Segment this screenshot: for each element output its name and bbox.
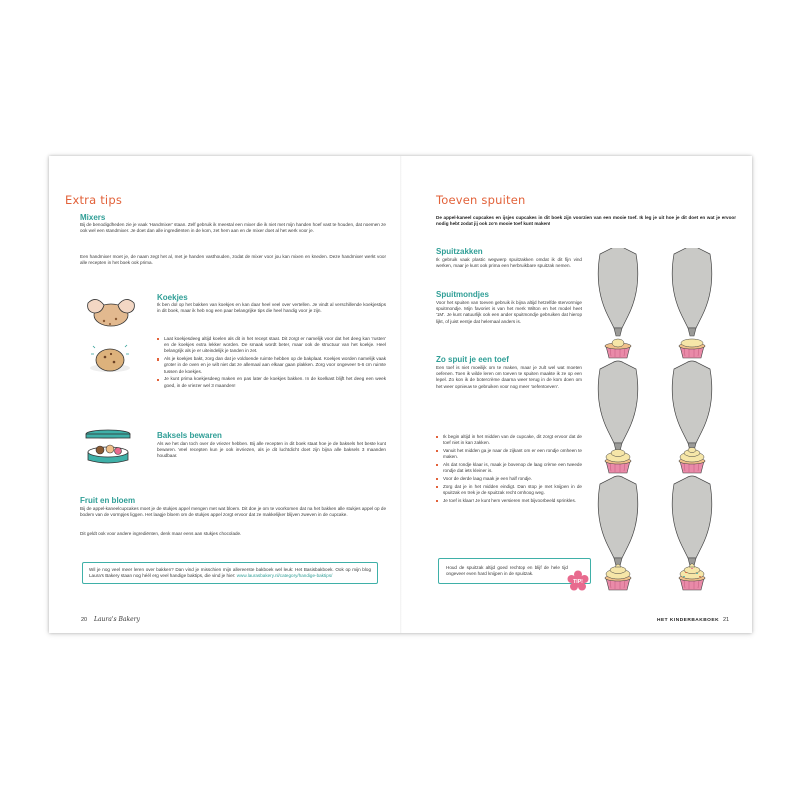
storage-tin-illustration (82, 428, 140, 468)
piping-bag-icon (598, 248, 638, 336)
mixers-paragraph-2: Een handmixer moet je, de naam zegt het al, met je handen vasthouden, zodat de mixer voor jou kan mixen en kneden. Deze handmixer werkt voor alle recepten in het boek ook prima. (80, 254, 386, 266)
koekjes-bullet: Als je koekjes bakt, zorg dan dat je voldoende ruimte hebben op de bakplaat. Koekjes worden namelijk vaak groter in de oven en je wilt niet dat ze allemaal aan elkaar gaan plakken. Zorg voor ongeveer 5-6 cm ruimte tussen de koekjes. (157, 356, 386, 375)
piping-steps-illustration (582, 248, 742, 593)
koekjes-bullet: Je kunt prima koekjesdeeg maken en pas later de koekjes bakken. In de koelkast blijft het deeg een week goed, in de vriezer wel 3 maanden! (157, 376, 386, 388)
zo-spuit-bullet: Je toef is klaar! Je kunt hem versieren met bijvoorbeeld sprinkles. (436, 498, 582, 504)
dough-ball-illustration (85, 340, 135, 374)
cupcake-icon (605, 564, 631, 590)
zo-spuit-bullet: Als dat rondje klaar is, maak je bovenop de laag crème een tweede rondje dat iets kleiner is. (436, 462, 582, 474)
heading-zo-spuit-je-een-toef: Zo spuit je een toef (436, 355, 509, 364)
heading-koekjes: Koekjes (157, 293, 188, 302)
koekjes-bullet: Laat koekjesdeeg altijd koelen als dit in het recept staat. Dit zorgt er namelijk voor dat het deeg kan 'rusten' en de koekjes extra lekker worden. De smaak wordt beter, maar ook de structuur van het koekje. Heel belangrijk als je er uiteindelijk je tanden in zet. (157, 336, 386, 355)
piping-bag-icon (598, 361, 638, 451)
footer-section-title: HET KINDERBAKBOEK (657, 618, 720, 623)
cupcake-icon (679, 564, 705, 591)
heading-spuitzakken: Spuitzakken (436, 247, 483, 256)
info-box-left (82, 562, 378, 584)
heading-baksels-bewaren: Baksels bewaren (157, 431, 222, 440)
page-title-extra-tips: Extra tips (65, 193, 123, 207)
zo-spuit-paragraph: Een toef is niet moeilijk om te maken, maar je zult wel wat moeten oefenen. Toen ik wilde leren om toeven te spuiten maakte ik ze op een lepel. Zo kon ik de botercrème daarna weer terug in de kom doen om het weer opnieuw te gebruiken voor nog meer 'oefentoeven'. (436, 365, 582, 389)
piping-bag-icon (672, 361, 712, 451)
fruit-paragraph-2: Dit geldt ook voor andere ingrediënten, denk maar eens aan stukjes chocolade. (80, 531, 242, 536)
piping-bag-icon (598, 476, 638, 566)
heading-spuitmondjes: Spuitmondjes (436, 290, 489, 299)
spuitmondjes-paragraph: Voor het spuiten van toeven gebruik ik bijna altijd hetzelfde stervormige spuitmondje. Mijn favoriet is van het merk Wilton en het model heet '1M'. Je kunt natuurlijk ook een ander spuitmondje gebruiken dat hierop lijkt, of juist eentje dat helemaal anders is. (436, 300, 582, 324)
fruit-paragraph-1: Bij de appel-kaneelcupcakes moet je de stukjes appel mengen met wat bloem. Dit doe je om te voorkomen dat na het bakken alle stukjes appel op de bodem van de vormpjes liggen. Het laagje bloem om de stukjes appel zorgt ervoor dat ze makkelijker blijven zweven in de cupcake. (80, 506, 386, 518)
heading-fruit-en-bloem: Fruit en bloem (80, 496, 136, 505)
heading-mixers: Mixers (80, 213, 106, 222)
toeven-intro: De appel-kaneel cupcakes en ijsjes cupcakes in dit boek zijn voorzien van een mooie toef. Ik leg je uit hoe je dit doet en wat je ervoor nodig hebt zodat jij ook zo'n mooie toef kunt maken! (436, 215, 736, 227)
left-page (49, 156, 400, 633)
piping-bag-icon (672, 248, 712, 336)
piping-bag-icon (672, 476, 712, 566)
baksels-paragraph: Als we het dan toch over de vriezer hebben. Bij alle recepten in dit boek staat hoe je de baksels het beste kunt bewaren. Veel recepten kun je ook invriezen, als je dit luchtdicht doet zijn bijna alle baksels 3 maanden houdbaar. (157, 441, 386, 459)
kneading-hands-illustration (82, 291, 140, 333)
zo-spuit-bullet: Zorg dat je in het midden eindigt. Dan stop je met knijpen in de spuitzak en trek je de spuitzak recht omhoog weg. (436, 484, 582, 496)
tip-box-text: Houd de spuitzak altijd goed rechtop en blijf de hele tijd ongeveer even hard knijpen in de spuitzak. (446, 565, 568, 577)
blog-link[interactable]: www.laurasbakery.nl/category/handige-baktips/ (236, 573, 333, 579)
page-number-right: 21 (723, 617, 730, 623)
page-number-left: 20 (81, 617, 88, 623)
koekjes-bullet-list (157, 336, 386, 390)
cupcake-icon (605, 339, 631, 358)
info-box-text: Wil je nog veel meer leren over bakken? Dan vind je misschien mijn allereerste bakboek wel leuk: Het Basisbakboek. Ook op mijn blog Laura's Bakery staan nog héél erg veel handige baktips, die vind je hier: (89, 567, 371, 579)
mixers-paragraph-1: Bij de benodigdheden zie je vaak 'Handmixer' staan. Zelf gebruik ik meestal een mixer die ik niet met mijn handen hoef vast te houden, dat noemen ze ook wel een standmixer. Je doet dan alle ingrediënten in de kom, zet hem aan en de mixer doet al het werk voor je. (80, 222, 386, 234)
zo-spuit-bullet-list (436, 434, 582, 506)
spuitzakken-paragraph: Ik gebruik vaak plastic wegwerp spuitzakken omdat ik dit fijn vind werken, maar je kunt ook prima een herbruikbare spuitzak nemen. (436, 257, 582, 269)
cupcake-icon (605, 450, 631, 474)
page-title-toeven-spuiten: Toeven spuiten (436, 193, 526, 207)
zo-spuit-bullet: Ik begin altijd in het midden van de cupcake, dit zorgt ervoor dat de toef niet in kan zakken. (436, 434, 582, 446)
koekjes-intro: Ik ben dol op het bakken van koekjes en kan daar heel veel over vertellen. Je vindt al verschillende koekjestips in dit boek, maar ik heb nog een paar belangrijke tips die heel handig voor je zijn. (157, 302, 386, 314)
zo-spuit-bullet: Voor de derde laag maak je een half rondje. (436, 476, 582, 482)
tip-badge-label: TIP! (573, 579, 583, 585)
zo-spuit-bullet: Vanuit het midden ga je naar de zijkant om er een rondje omheen te maken. (436, 448, 582, 460)
cupcake-icon (679, 448, 705, 474)
cupcake-icon (679, 339, 705, 358)
footer-brand: Laura's Bakery (94, 616, 140, 623)
right-page (401, 156, 752, 633)
book-spread (49, 156, 752, 633)
